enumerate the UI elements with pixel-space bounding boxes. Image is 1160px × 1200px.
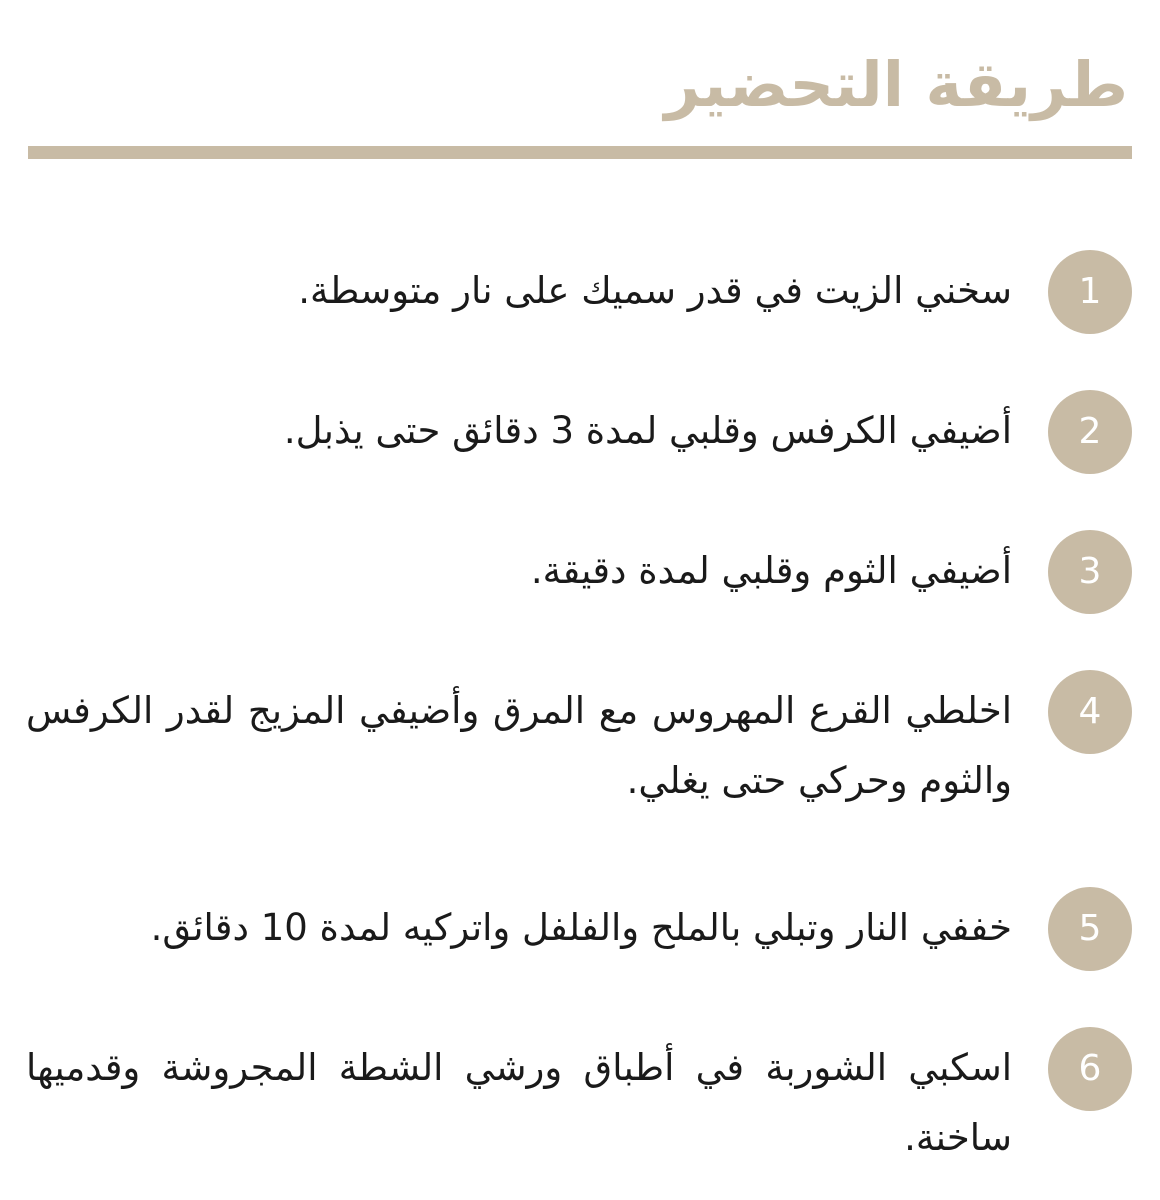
step-item-6: [28, 1027, 1132, 1177]
step-number-badge: 6: [1048, 1027, 1132, 1111]
step-item-5: [28, 887, 1132, 971]
step-item-3: [28, 530, 1132, 614]
step-number-badge: 2: [1048, 390, 1132, 474]
step-text: أضيفي الثوم وقلبي لمدة دقيقة.: [530, 549, 1012, 592]
step-item-2: [28, 390, 1132, 474]
step-text: خففي النار وتبلي بالملح والفلفل واتركيه لمدة 10 دقائق.: [150, 906, 1012, 949]
step-text: اخلطي القرع المهروس مع المرق وأضيفي المزيج لقدر الكرفس والثوم وحركي حتى يغلي.: [26, 689, 1012, 802]
step-item-1: [28, 250, 1132, 334]
step-text: سخني الزيت في قدر سميك على نار متوسطة.: [298, 269, 1012, 312]
step-text: اسكبي الشوربة في أطباق ورشي الشطة المجروشة وقدميها ساخنة.: [26, 1046, 1012, 1159]
step-number-badge: 1: [1048, 250, 1132, 334]
step-item-4: [28, 670, 1132, 820]
step-number-badge: 5: [1048, 887, 1132, 971]
step-number-badge: 4: [1048, 670, 1132, 754]
step-number-badge: 3: [1048, 530, 1132, 614]
page-title: طريقة التحضير: [664, 48, 1128, 121]
step-text: أضيفي الكرفس وقلبي لمدة 3 دقائق حتى يذبل.: [283, 409, 1012, 452]
